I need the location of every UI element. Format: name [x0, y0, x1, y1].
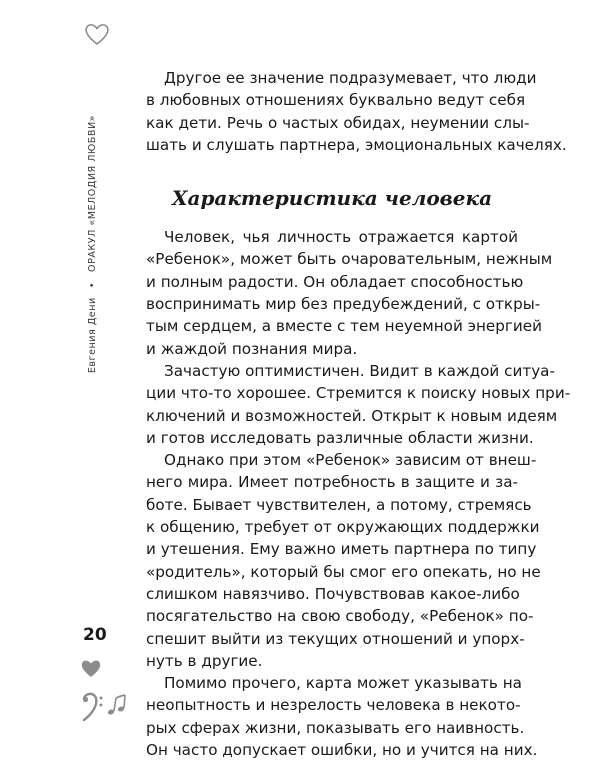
heart-filled-icon [80, 658, 102, 678]
text-line: посягательство на свою свободу, «Ребенок» по- [146, 607, 534, 626]
text-line: ции что-то хорошее. Стремится к поиску новых при- [146, 384, 571, 403]
text-line: шать и слушать партнера, эмоциональных качелях. [146, 135, 567, 154]
running-header-title: ОРАКУЛ «МЕЛОДИЯ ЛЮБВИ» [86, 114, 98, 272]
text-line: Другое ее значение подразумевает, что люди [164, 69, 537, 87]
text-line: воспринимать мир без предубеждений, с откры- [146, 295, 541, 314]
paragraph-2 [146, 360, 571, 449]
text-line: Однако при этом «Ребенок» зависим от внеш- [164, 451, 537, 470]
text-line: нуть в другие. [146, 651, 263, 670]
text-line: неопытность и незрелость человека в некото- [146, 696, 521, 715]
text-line: рых сферах жизни, показывать его наивность. [146, 718, 525, 737]
paragraph-4 [146, 672, 538, 761]
text-line: спешит выйти из текущих отношений и упорх- [146, 629, 525, 648]
running-header-author: Евгения Дени [86, 297, 98, 374]
text-line: и жаждой познания мира. [146, 339, 358, 358]
bass-clef-icon [80, 690, 128, 724]
text-line: Помимо прочего, карта может указывать на [164, 674, 522, 693]
heart-outline-icon [84, 22, 110, 46]
text-line: и утешения. Ему важно иметь партнера по типу [146, 540, 537, 559]
running-header [80, 84, 104, 404]
text-line: к общению, требует от окружающих поддержки [146, 518, 540, 537]
text-line: в любовных отношениях буквально ведут себя [146, 91, 526, 110]
page-number: 20 [83, 625, 107, 645]
text-line: Зачастую оптимистичен. Видит в каждой ситуа- [164, 361, 555, 380]
text-line: Человек, чья личность отражается картой [164, 228, 518, 247]
paragraph-3 [146, 449, 541, 672]
text-line: и готов исследовать различные области жизни. [146, 428, 534, 447]
intro-paragraph [146, 67, 567, 156]
text-line: «родитель», который бы смог его опекать, но не [146, 562, 541, 581]
text-column [146, 67, 571, 761]
text-line: слишком навязчиво. Почувствовав какое-либо [146, 584, 520, 603]
text-line: Он часто допускает ошибки, но и учится на них. [146, 741, 538, 760]
running-header-separator: • [86, 281, 98, 288]
text-line: боте. Бывает чувствителен, а потому, стремясь [146, 495, 532, 514]
text-line: и полным радости. Он обладает способностью [146, 272, 524, 291]
text-line: него мира. Имеет потребность в защите и за- [146, 473, 518, 492]
text-line: «Ребенок», может быть очаровательным, нежным [146, 250, 553, 269]
text-line: тым сердцем, а вместе с тем неуемной энергией [146, 317, 542, 336]
section-heading: Характеристика человека [171, 186, 493, 211]
text-line: как дети. Речь о частых обидах, неумении слы- [146, 113, 530, 132]
text-line: ключений и возможностей. Открыт к новым идеям [146, 406, 558, 425]
paragraph-1 [146, 226, 553, 360]
